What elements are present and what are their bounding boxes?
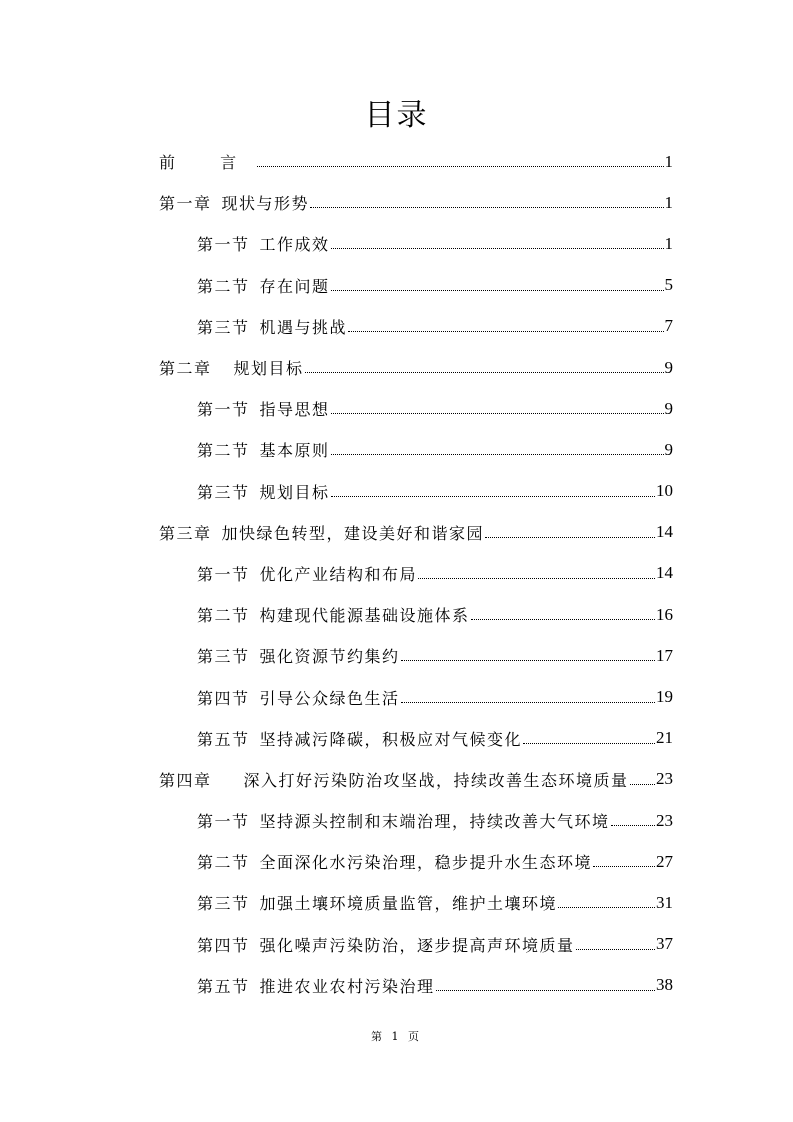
toc-entry-number: 第一节 [197, 812, 250, 832]
toc-entry-title: 深入打好污染防治攻坚战，持续改善生态环境质量 [243, 770, 629, 790]
toc-entry-title: 存在问题 [259, 276, 330, 296]
toc-leader-dots [401, 660, 655, 661]
toc-entry-title: 强化噪声污染防治，逐步提高声环境质量 [259, 935, 575, 955]
toc-leader-dots [401, 702, 655, 703]
toc-page-number: 38 [656, 975, 673, 995]
toc-entry-title: 加强土壤环境质量监管，维护土壤环境 [259, 894, 558, 914]
toc-entry-number: 第二节 [197, 853, 250, 873]
toc-leader-dots [485, 537, 655, 538]
toc-leader-dots [630, 784, 655, 785]
toc-page-number: 27 [656, 851, 673, 871]
toc-entry-number: 第二章 [159, 359, 212, 379]
toc-leader-dots [523, 743, 655, 744]
toc-leader-dots [593, 866, 655, 867]
toc-entry-section[interactable] [159, 223, 673, 264]
toc-entry-chapter-3[interactable] [159, 512, 673, 553]
toc-page-number: 21 [656, 728, 673, 748]
toc-page-number: 1 [664, 192, 673, 212]
toc-entry-section[interactable] [159, 471, 673, 512]
toc-entry-number: 第三节 [197, 894, 250, 914]
toc-leader-dots [331, 454, 664, 455]
toc-leader-dots [436, 990, 655, 991]
toc-entry-title: 引导公众绿色生活 [259, 688, 400, 708]
toc-entry-title: 强化资源节约集约 [259, 647, 400, 667]
toc-entry-section[interactable] [159, 924, 673, 965]
toc-entry-title: 前 言 [159, 153, 257, 173]
toc-entry-title: 加快绿色转型，建设美好和谐家园 [221, 523, 485, 543]
toc-entry-section[interactable] [159, 965, 673, 1006]
toc-entry-title: 坚持源头控制和末端治理，持续改善大气环境 [259, 812, 610, 832]
toc-entry-number: 第一章 [159, 194, 212, 214]
toc-entry-title: 工作成效 [259, 235, 330, 255]
toc-entry-section[interactable] [159, 388, 673, 429]
toc-entry-section[interactable] [159, 594, 673, 635]
toc-page-number: 14 [656, 522, 673, 542]
toc-leader-dots [576, 949, 655, 950]
toc-page-number: 10 [656, 481, 673, 501]
toc-entry-section[interactable] [159, 718, 673, 759]
page-footer: 第 1 页 [371, 1030, 422, 1043]
toc-page-number: 1 [664, 151, 673, 171]
toc-entry-number: 第三节 [197, 482, 250, 502]
toc-page-number: 1 [664, 233, 673, 253]
toc-entry-number: 第五节 [197, 729, 250, 749]
toc-entry-title: 基本原则 [259, 441, 330, 461]
toc-entry-number: 第三章 [159, 523, 212, 543]
toc-leader-dots [331, 496, 655, 497]
toc-entry-title: 全面深化水污染治理，稳步提升水生态环境 [259, 853, 593, 873]
toc-page-number: 9 [664, 439, 673, 459]
toc-entry-title: 现状与形势 [221, 194, 310, 214]
toc-page-number: 17 [656, 645, 673, 665]
toc-entry-chapter-2[interactable] [159, 347, 673, 388]
toc-page-number: 14 [656, 563, 673, 583]
toc-entry-section[interactable] [159, 882, 673, 923]
toc-entry-number: 第一节 [197, 400, 250, 420]
toc-leader-dots [331, 413, 664, 414]
table-of-contents [159, 141, 673, 1006]
toc-leader-dots [257, 166, 663, 167]
toc-entry-chapter-4[interactable] [159, 759, 673, 800]
toc-entry-section[interactable] [159, 676, 673, 717]
page-title: 目录 [364, 98, 429, 133]
toc-entry-number: 第二节 [197, 606, 250, 626]
toc-entry-section[interactable] [159, 635, 673, 676]
toc-entry-number: 第三节 [197, 647, 250, 667]
toc-entry-title: 指导思想 [259, 400, 330, 420]
toc-entry-number: 第一节 [197, 564, 250, 584]
toc-entry-number: 第四节 [197, 688, 250, 708]
toc-entry-number: 第四节 [197, 935, 250, 955]
toc-entry-title: 优化产业结构和布局 [259, 564, 418, 584]
toc-leader-dots [471, 619, 655, 620]
toc-entry-title: 规划目标 [259, 482, 330, 502]
toc-page-number: 37 [656, 934, 673, 954]
toc-entry-title: 构建现代能源基础设施体系 [259, 606, 470, 626]
toc-page-number: 5 [664, 275, 673, 295]
toc-entry-number: 第四章 [159, 770, 212, 790]
toc-page-number: 31 [656, 892, 673, 912]
toc-entry-title: 推进农业农村污染治理 [259, 976, 435, 996]
toc-leader-dots [331, 290, 664, 291]
toc-page-number: 23 [656, 769, 673, 789]
toc-entry-section[interactable] [159, 265, 673, 306]
toc-entry-title: 坚持减污降碳，积极应对气候变化 [259, 729, 523, 749]
toc-page-number: 16 [656, 604, 673, 624]
toc-entry-section[interactable] [159, 306, 673, 347]
toc-page-number: 23 [656, 810, 673, 830]
toc-entry-title: 规划目标 [233, 359, 304, 379]
toc-leader-dots [611, 825, 655, 826]
toc-leader-dots [331, 248, 664, 249]
toc-entry-section[interactable] [159, 553, 673, 594]
toc-entry-preface[interactable] [159, 141, 673, 182]
toc-entry-section[interactable] [159, 800, 673, 841]
toc-page-number: 9 [664, 398, 673, 418]
toc-entry-number: 第二节 [197, 441, 250, 461]
toc-entry-section[interactable] [159, 841, 673, 882]
toc-entry-title: 机遇与挑战 [259, 317, 348, 337]
toc-entry-chapter-1[interactable] [159, 182, 673, 223]
toc-entry-number: 第三节 [197, 317, 250, 337]
toc-entry-number: 第一节 [197, 235, 250, 255]
toc-leader-dots [418, 578, 655, 579]
toc-page-number: 7 [664, 316, 673, 336]
toc-entry-number: 第二节 [197, 276, 250, 296]
toc-entry-number: 第五节 [197, 976, 250, 996]
toc-page-number: 19 [656, 687, 673, 707]
toc-leader-dots [310, 207, 663, 208]
toc-entry-section[interactable] [159, 429, 673, 470]
toc-leader-dots [348, 331, 663, 332]
toc-page-number: 9 [664, 357, 673, 377]
toc-leader-dots [558, 907, 655, 908]
toc-leader-dots [305, 372, 664, 373]
